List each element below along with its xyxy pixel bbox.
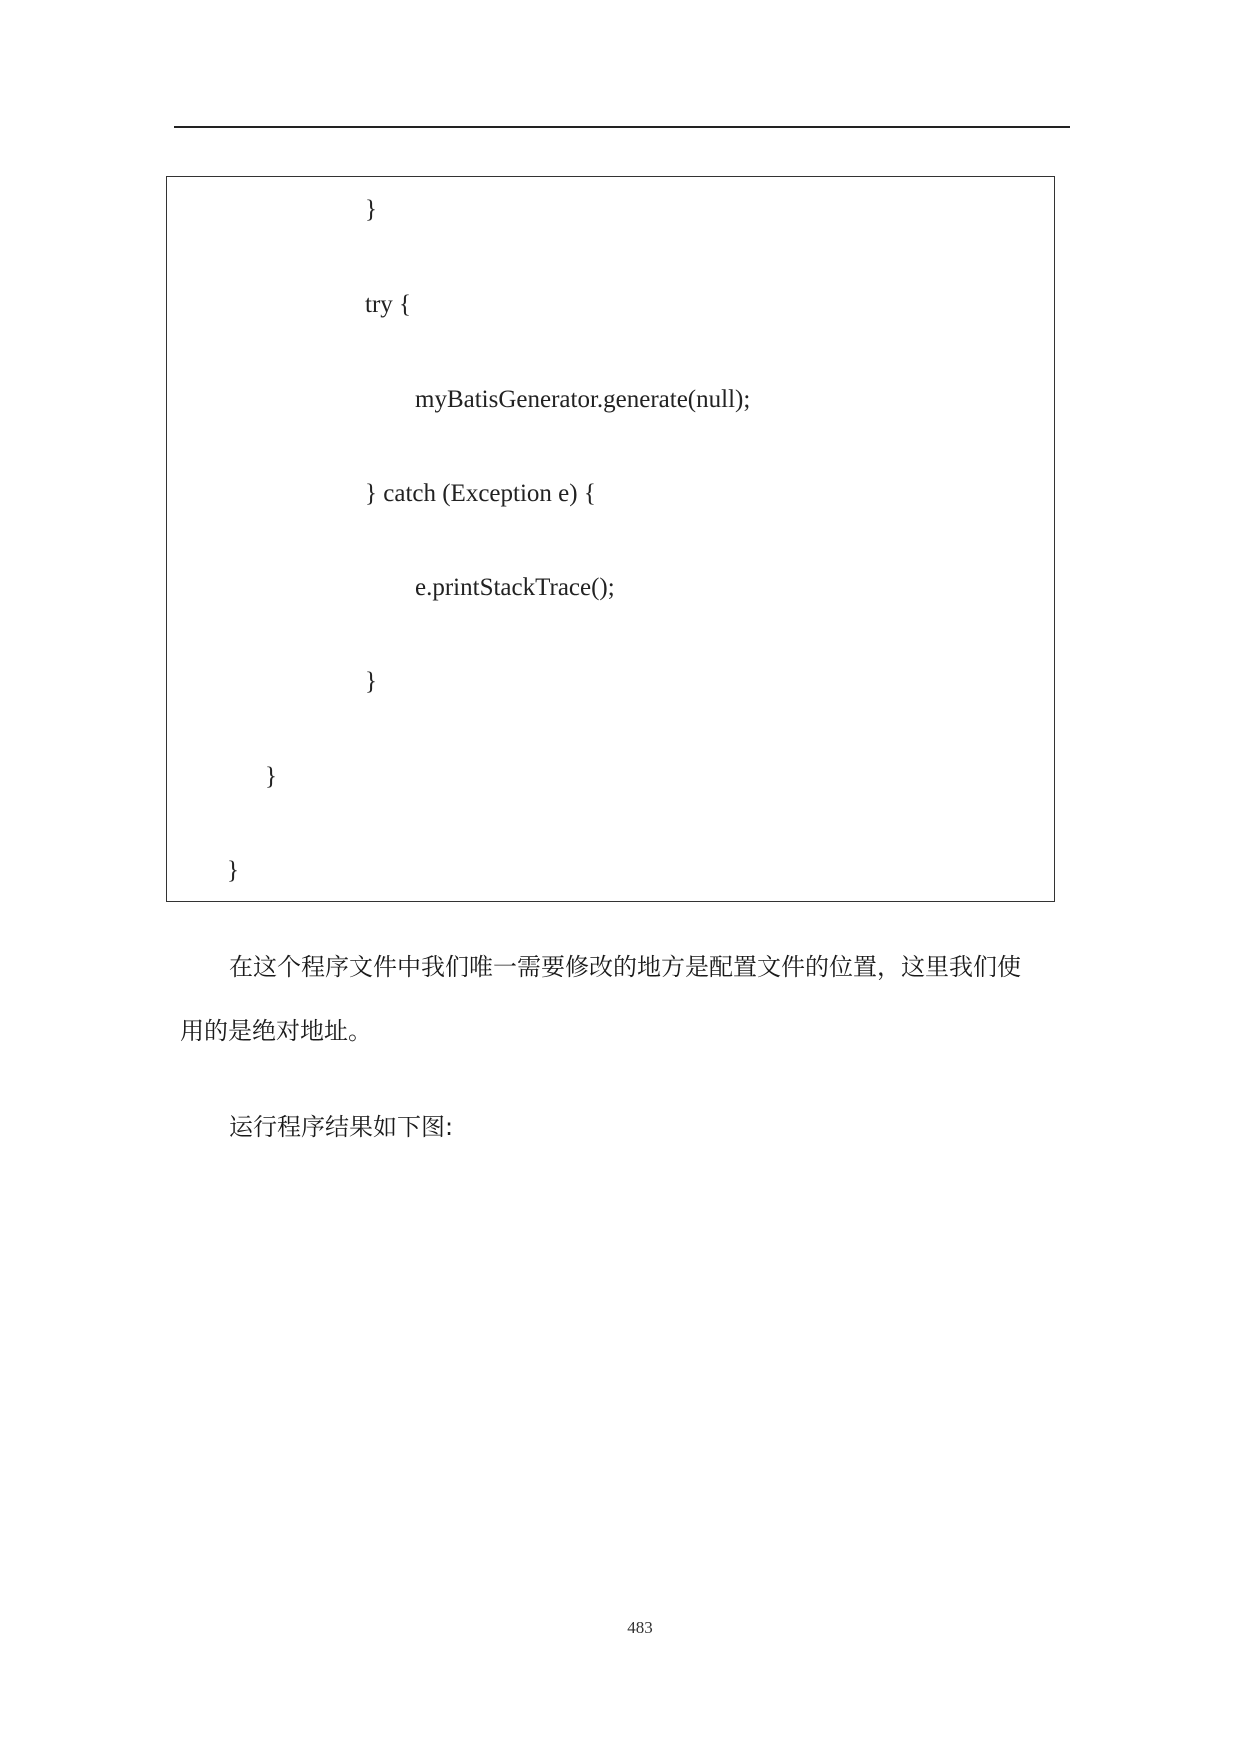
paragraph: 运行程序结果如下图: bbox=[229, 1113, 454, 1141]
code-line: try { bbox=[365, 291, 412, 318]
code-line: } bbox=[227, 857, 239, 884]
code-line: } bbox=[365, 668, 377, 695]
code-line: e.printStackTrace(); bbox=[415, 574, 615, 601]
page-number: 483 bbox=[627, 1618, 653, 1637]
code-line: } catch (Exception e) { bbox=[365, 480, 596, 507]
code-line: } bbox=[265, 763, 277, 790]
code-line: myBatisGenerator.generate(null); bbox=[415, 386, 751, 413]
code-line: } bbox=[365, 196, 377, 223]
code-block bbox=[166, 176, 1055, 902]
paragraph-line: 在这个程序文件中我们唯一需要修改的地方是配置文件的位置，这里我们使 bbox=[229, 953, 1021, 981]
header-rule bbox=[174, 126, 1070, 128]
paragraph-line: 用的是绝对地址。 bbox=[180, 1017, 372, 1045]
